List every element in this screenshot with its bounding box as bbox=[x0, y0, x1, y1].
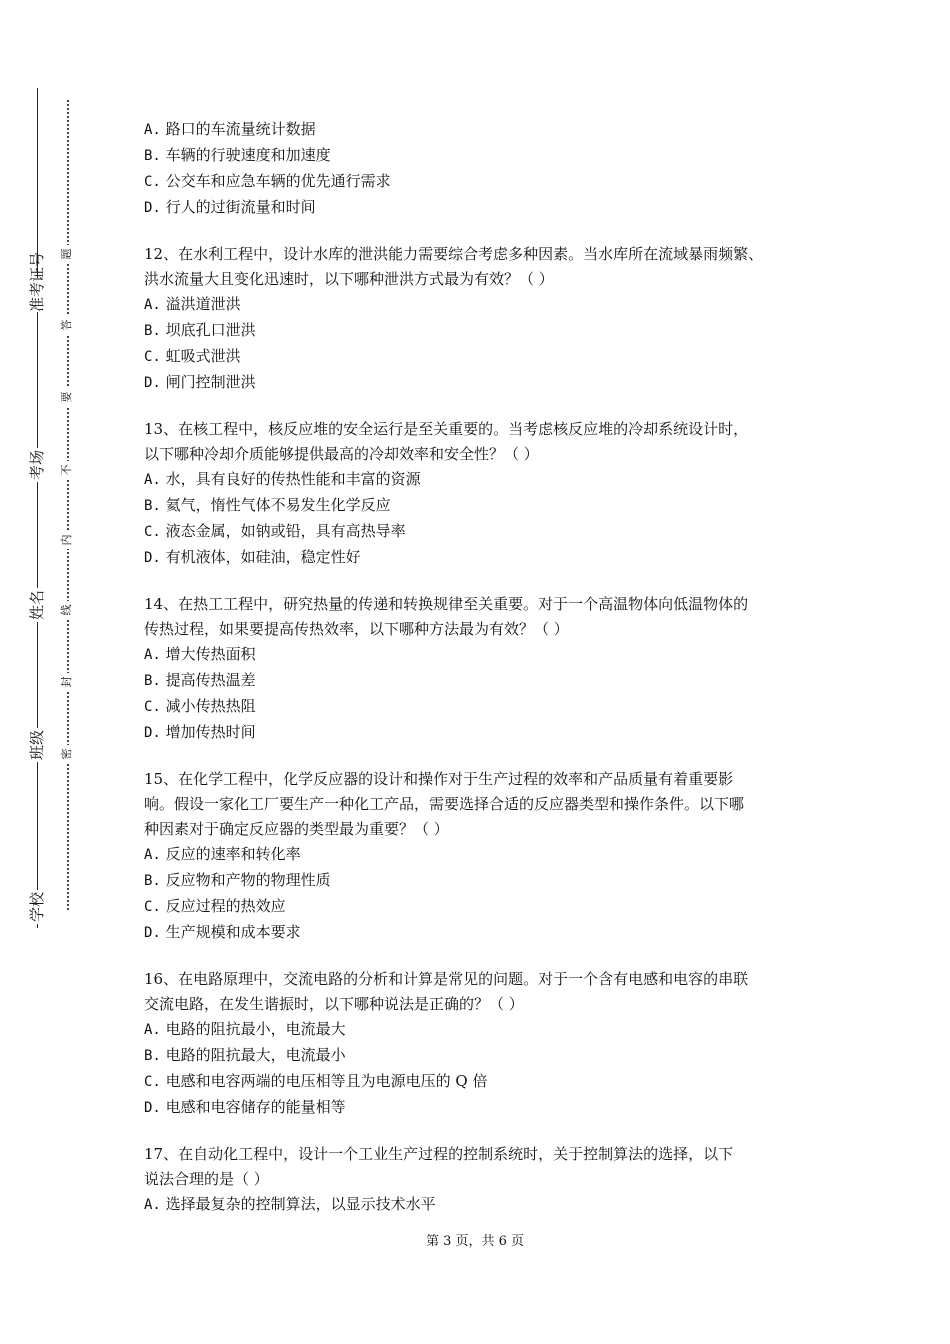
option: D. 有机液体，如硅油，稳定性好 bbox=[144, 548, 361, 566]
option: B. 电路的阻抗最大，电流最小 bbox=[144, 1046, 346, 1064]
question-stem-line: 传热过程，如果要提高传热效率，以下哪种方法最为有效？（ ） bbox=[144, 620, 569, 638]
option: B. 氦气，惰性气体不易发生化学反应 bbox=[144, 496, 391, 514]
question-content bbox=[144, 117, 824, 1218]
question-stem-line: 交流电路，在发生谐振时，以下哪种说法是正确的？（ ） bbox=[144, 995, 524, 1013]
option: C. 反应过程的热效应 bbox=[144, 897, 286, 915]
question-16 bbox=[144, 967, 824, 1121]
option: C. 减小传热热阻 bbox=[144, 697, 256, 715]
field-label-name: 姓名 bbox=[20, 588, 54, 622]
question-12 bbox=[144, 242, 824, 396]
question-14 bbox=[144, 592, 824, 746]
option: C. 液态金属，如钠或铅，具有高热导率 bbox=[144, 522, 406, 540]
binding-margin bbox=[0, 0, 90, 1344]
option: B. 车辆的行驶速度和加速度 bbox=[144, 146, 331, 164]
question-stem-line: 14、在热工工程中，研究热量的传递和转换规律至关重要。对于一个高温物体向低温物体的 bbox=[144, 595, 749, 613]
seal-char: 题 bbox=[58, 245, 76, 263]
option: C. 公交车和应急车辆的优先通行需求 bbox=[144, 172, 391, 190]
option: C. 电感和电容两端的电压相等且为电源电压的 Q 倍 bbox=[144, 1072, 488, 1090]
binding-solid-line bbox=[37, 88, 38, 928]
option: D. 行人的过街流量和时间 bbox=[144, 198, 316, 216]
question-stem-line: 说法合理的是（ ） bbox=[144, 1170, 269, 1188]
question-stem-line: 15、在化学工程中，化学反应器的设计和操作对于生产过程的效率和产品质量有着重要影 bbox=[144, 770, 734, 788]
question-stem-line: 12、在水利工程中，设计水库的泄洪能力需要综合考虑多种因素。当水库所在流域暴雨频繁、 bbox=[144, 245, 764, 263]
seal-char: 答 bbox=[58, 316, 76, 334]
question-stem-line: 以下哪种冷却介质能够提供最高的冷却效率和安全性？（ ） bbox=[144, 445, 539, 463]
option: C. 虹吸式泄洪 bbox=[144, 347, 241, 365]
seal-char: 要 bbox=[58, 388, 76, 406]
seal-char: 内 bbox=[58, 531, 76, 549]
question-stem-line: 16、在电路原理中，交流电路的分析和计算是常见的问题。对于一个含有电感和电容的串联 bbox=[144, 970, 749, 988]
question-stem-line: 13、在核工程中，核反应堆的安全运行是至关重要的。当考虑核反应堆的冷却系统设计时， bbox=[144, 420, 749, 438]
option: A. 选择最复杂的控制算法，以显示技术水平 bbox=[144, 1195, 436, 1213]
option: A. 溢洪道泄洪 bbox=[144, 295, 241, 313]
option: D. 闸门控制泄洪 bbox=[144, 373, 256, 391]
question-stem-line: 洪水流量大且变化迅速时，以下哪种泄洪方式最为有效？（ ） bbox=[144, 270, 554, 288]
question-15 bbox=[144, 767, 824, 946]
field-label-exam-room: 考场 bbox=[20, 448, 54, 482]
option: A. 反应的速率和转化率 bbox=[144, 845, 301, 863]
option: A. 路口的车流量统计数据 bbox=[144, 120, 316, 138]
option: D. 增加传热时间 bbox=[144, 723, 256, 741]
seal-char: 线 bbox=[58, 601, 76, 619]
leading-options bbox=[144, 117, 824, 221]
option: A. 水，具有良好的传热性能和丰富的资源 bbox=[144, 470, 421, 488]
option: A. 电路的阻抗最小，电流最大 bbox=[144, 1020, 346, 1038]
question-stem-line: 响。假设一家化工厂要生产一种化工产品，需要选择合适的反应器类型和操作条件。以下哪 bbox=[144, 795, 745, 813]
option: D. 电感和电容储存的能量相等 bbox=[144, 1098, 346, 1116]
binding-dotted-line bbox=[67, 100, 69, 910]
seal-char: 密 bbox=[58, 745, 76, 763]
option: B. 反应物和产物的物理性质 bbox=[144, 871, 331, 889]
seal-char: 封 bbox=[58, 673, 76, 691]
field-label-school: 学校 bbox=[20, 890, 54, 924]
option: A. 增大传热面积 bbox=[144, 645, 256, 663]
field-label-class: 班级 bbox=[20, 728, 54, 762]
option: B. 坝底孔口泄洪 bbox=[144, 321, 256, 339]
option: D. 生产规模和成本要求 bbox=[144, 923, 301, 941]
question-stem-line: 种因素对于确定反应器的类型最为重要？（ ） bbox=[144, 820, 449, 838]
field-label-exam-id: 准考证号 bbox=[20, 278, 54, 312]
seal-char: 不 bbox=[58, 461, 76, 479]
question-stem-line: 17、在自动化工程中，设计一个工业生产过程的控制系统时，关于控制算法的选择，以下 bbox=[144, 1145, 734, 1163]
question-13 bbox=[144, 417, 824, 571]
question-17 bbox=[144, 1142, 824, 1218]
option: B. 提高传热温差 bbox=[144, 671, 256, 689]
page-number: 第 3 页，共 6 页 bbox=[425, 1234, 525, 1249]
